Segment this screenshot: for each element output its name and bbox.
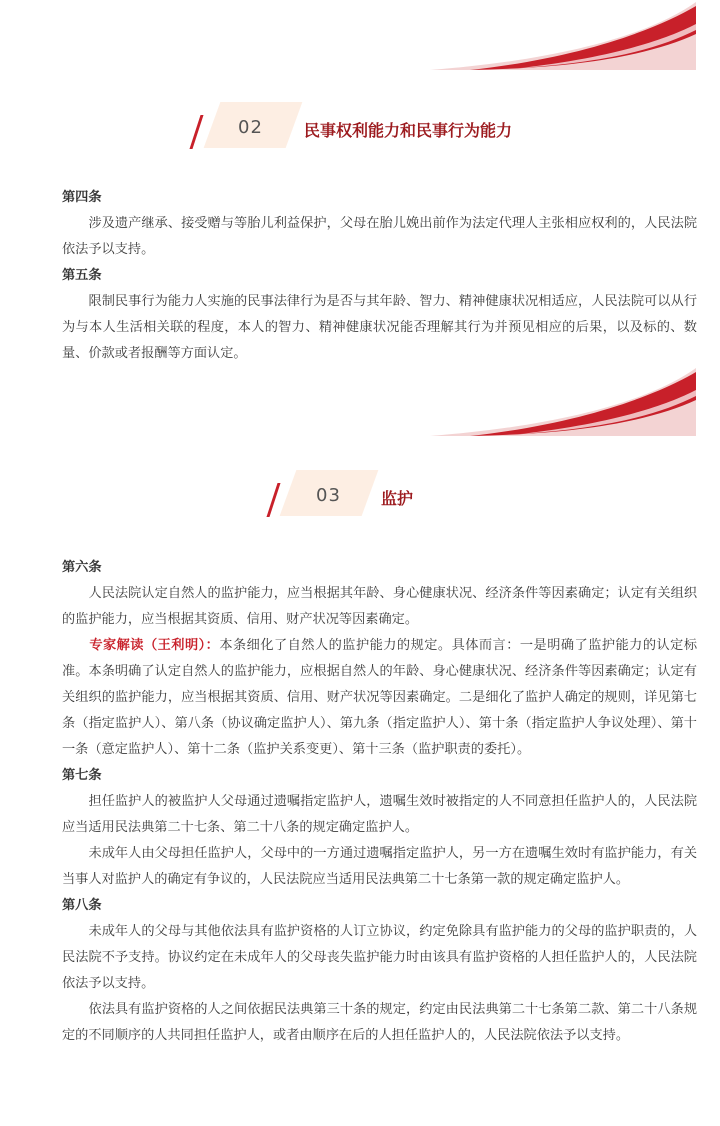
article-paragraph: 依法具有监护资格的人之间依据民法典第三十条的规定，约定由民法典第二十七条第二款、第二十八条规定的不同顺序的人共同担任监护人，或者由顺序在后的人担任监护人的，人民法院依法予以支持。 <box>62 1002 698 1043</box>
expert-commentary <box>62 633 697 763</box>
article-heading: 第七条 <box>62 768 102 783</box>
article-paragraph: 人民法院认定自然人的监护能力，应当根据其年龄、身心健康状况、经济条件等因素确定；认定有关组织的监护能力，应当根据其资质、信用、财产状况等因素确定。 <box>62 586 698 627</box>
article-heading: 第四条 <box>62 190 102 205</box>
expert-text: 本条细化了自然人的监护能力的规定。具体而言：一是明确了监护能力的认定标准。本条明确了认定自然人的监护能力，应根据自然人的年龄、身心健康状况、经济条件等因素确定；认定有关组织的监护能力，应当根据其资质、信用、财产状况等因素确定。二是细化了监护人确定的规则，详见第七条（指定监护人）、第八条（协议确定监护人）、第九条（指定监护人）、第十条（指定监护人争议处理）、第十一条（意定监护人）、第十二条（监护关系变更）、第十三条（监护职责的委托）。 <box>62 638 698 757</box>
section-title: 民事权利能力和民事行为能力 <box>304 121 513 140</box>
section-header-03 <box>0 470 720 530</box>
article-heading: 第六条 <box>62 560 102 575</box>
section-header-02 <box>0 102 720 162</box>
article-heading: 第五条 <box>62 268 102 283</box>
header-slash-mark <box>266 483 280 517</box>
article-heading: 第八条 <box>62 898 102 913</box>
section-number: 03 <box>316 485 341 506</box>
section-02-body <box>62 185 697 367</box>
decorative-swoosh-top <box>0 0 720 72</box>
decorative-swoosh-middle <box>0 366 720 438</box>
section-03-body <box>62 555 697 1049</box>
article-paragraph: 担任监护人的被监护人父母通过遗嘱指定监护人，遗嘱生效时被指定的人不同意担任监护人的，人民法院应当适用民法典第二十七条、第二十八条的规定确定监护人。 <box>62 794 698 835</box>
header-slash-mark <box>189 115 203 149</box>
article-paragraph: 涉及遗产继承、接受赠与等胎儿利益保护，父母在胎儿娩出前作为法定代理人主张相应权利的，人民法院依法予以支持。 <box>62 216 698 257</box>
article-paragraph: 未成年人由父母担任监护人，父母中的一方通过遗嘱指定监护人，另一方在遗嘱生效时有监护能力，有关当事人对监护人的确定有争议的，人民法院应当适用民法典第二十七条第一款的规定确定监护人。 <box>62 846 698 887</box>
article-paragraph: 未成年人的父母与其他依法具有监护资格的人订立协议，约定免除具有监护能力的父母的监护职责的，人民法院不予支持。协议约定在未成年人的父母丧失监护能力时由该具有监护资格的人担任监护人的，人民法院依法予以支持。 <box>62 924 698 991</box>
section-title: 监护 <box>381 489 414 508</box>
article-paragraph: 限制民事行为能力人实施的民事法律行为是否与其年龄、智力、精神健康状况相适应，人民法院可以从行为与本人生活相关联的程度，本人的智力、精神健康状况能否理解其行为并预见相应的后果，以及标的、数量、价款或者报酬等方面认定。 <box>62 294 698 361</box>
expert-label: 专家解读（王利明）： <box>89 638 220 653</box>
section-number: 02 <box>238 117 263 138</box>
